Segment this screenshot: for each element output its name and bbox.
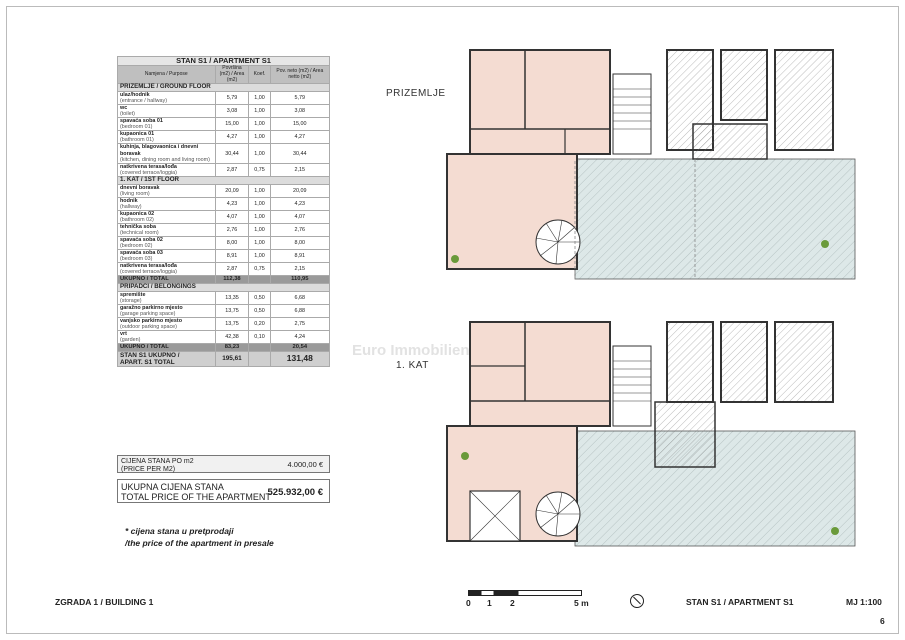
row-coef: 1,00 <box>249 92 270 105</box>
staircase <box>613 346 651 426</box>
row-gross: 8,00 <box>215 237 249 250</box>
apartment-s1-rooms <box>470 50 610 154</box>
row-coef: 1,00 <box>249 131 270 144</box>
room-unit <box>667 322 713 402</box>
row-name-en: (garden) <box>120 337 141 344</box>
storage-unit <box>775 50 833 150</box>
total-label: UKUPNO / TOTAL <box>118 344 216 351</box>
row-gross: 2,76 <box>215 223 249 236</box>
row-gross: 4,07 <box>215 210 249 223</box>
row-coef: 1,00 <box>249 144 270 163</box>
row-name-en: (toilet) <box>120 111 135 118</box>
row-gross: 4,23 <box>215 197 249 210</box>
row-coef: 0,50 <box>249 304 270 317</box>
plant-icon <box>821 240 829 248</box>
table-row <box>118 118 330 131</box>
scale-tick-label: 5 m <box>574 598 589 608</box>
row-net: 4,27 <box>270 131 329 144</box>
row-net: 4,07 <box>270 210 329 223</box>
total-price-value: 525.932,00 € <box>267 487 323 498</box>
watermark: Euro Immobilien <box>352 342 470 359</box>
ground-floor-label: PRIZEMLJE <box>386 88 446 99</box>
row-coef: 1,00 <box>249 105 270 118</box>
total-price-label-en: TOTAL PRICE OF THE APARTMENT <box>121 492 271 502</box>
row-name: kupaonica 02 <box>120 210 155 217</box>
row-net: 20,09 <box>270 184 329 197</box>
section-row <box>118 283 330 291</box>
row-gross: 4,27 <box>215 131 249 144</box>
row-name: garažno parkirno mjesto <box>120 304 183 311</box>
grand-total-row <box>118 351 330 366</box>
row-name-en: (bathroom 02) <box>120 216 154 223</box>
row-net: 15,00 <box>270 118 329 131</box>
table-header-row <box>118 66 330 84</box>
row-name: spremište <box>120 291 146 298</box>
section-label: PRIZEMLJE / GROUND FLOOR <box>118 84 330 92</box>
total-gross: 83,23 <box>215 344 249 351</box>
scale-tick-label: 2 <box>510 598 515 608</box>
row-name: wc <box>120 105 128 112</box>
row-gross: 30,44 <box>215 144 249 163</box>
row-gross: 13,75 <box>215 304 249 317</box>
plant-icon <box>451 255 459 263</box>
storage-unit <box>721 50 767 120</box>
row-name-en: (hallway) <box>120 203 142 210</box>
row-net: 4,24 <box>270 331 329 344</box>
staircase <box>613 74 651 154</box>
row-coef: 1,00 <box>249 223 270 236</box>
scale-tick-label: 1 <box>487 598 492 608</box>
row-net: 4,23 <box>270 197 329 210</box>
total-net: 20,54 <box>270 344 329 351</box>
row-name-en: (bedroom 01) <box>120 124 153 131</box>
row-net: 8,91 <box>270 250 329 263</box>
row-net: 2,76 <box>270 223 329 236</box>
row-name: spavaća soba 02 <box>120 237 163 244</box>
row-name: vrt <box>120 331 127 338</box>
row-coef: 0,75 <box>249 163 270 176</box>
table-row <box>118 163 330 176</box>
row-coef: 1,00 <box>249 210 270 223</box>
scale-label: MJ 1:100 <box>846 597 882 607</box>
row-name: natkrivena terasa/lođa <box>120 163 177 170</box>
row-coef: 0,20 <box>249 317 270 330</box>
row-name: tehnička soba <box>120 223 156 230</box>
page-number: 6 <box>880 616 885 626</box>
row-name: spavaća soba 03 <box>120 250 163 257</box>
table-row <box>118 223 330 236</box>
row-net: 2,75 <box>270 317 329 330</box>
row-coef: 0,75 <box>249 263 270 276</box>
row-net: 2,15 <box>270 163 329 176</box>
first-floor-plan <box>425 306 865 550</box>
row-name: vanjsko parkirno mjesto <box>120 317 183 324</box>
terrace-hatch <box>575 159 855 279</box>
total-price-box <box>117 479 330 503</box>
north-arrow-icon <box>630 594 644 608</box>
row-name-en: (garage parking space) <box>120 310 176 317</box>
row-gross: 13,75 <box>215 317 249 330</box>
row-name-en: (bedroom 03) <box>120 256 153 263</box>
row-gross: 42,38 <box>215 331 249 344</box>
price-per-m2-label-en: (PRICE PER M2) <box>121 465 176 473</box>
row-gross: 8,91 <box>215 250 249 263</box>
row-net: 3,08 <box>270 105 329 118</box>
row-coef: 0,50 <box>249 291 270 304</box>
table-title: STAN S1 / APARTMENT S1 <box>118 57 330 66</box>
row-name-en: (living room) <box>120 190 150 197</box>
ground-floor-plan <box>425 34 865 282</box>
table-row <box>118 331 330 344</box>
row-name-en: (kitchen, dining room and living room) <box>120 156 210 163</box>
row-net: 8,00 <box>270 237 329 250</box>
grand-total-net: 131,48 <box>270 351 329 366</box>
row-net: 6,68 <box>270 291 329 304</box>
table-row <box>118 105 330 118</box>
row-coef: 1,00 <box>249 118 270 131</box>
row-name-en: (covered terrace/loggia) <box>120 169 177 176</box>
table-row <box>118 184 330 197</box>
row-name-en: (bedroom 02) <box>120 243 153 250</box>
table-row <box>118 304 330 317</box>
area-table <box>117 56 330 367</box>
plant-icon <box>461 452 469 460</box>
row-gross: 15,00 <box>215 118 249 131</box>
row-name: hodnik <box>120 197 138 204</box>
row-name-en: (covered terrace/loggia) <box>120 269 177 276</box>
row-name-en: (technical room) <box>120 229 159 236</box>
scale-tick-label: 0 <box>466 598 471 608</box>
total-row <box>118 344 330 351</box>
room-unit <box>775 322 833 402</box>
apartment-s1-rooms <box>470 322 610 426</box>
row-name: kuhinja, blagovaonica i dnevni boravak <box>120 144 199 157</box>
row-name-en: (entrance / hallway) <box>120 98 168 105</box>
grand-total-label-en: APART. S1 TOTAL <box>120 358 175 366</box>
presale-note-en: /the price of the apartment in presale <box>125 538 274 548</box>
grand-total-gross: 195,61 <box>215 351 249 366</box>
row-net: 30,44 <box>270 144 329 163</box>
section-row <box>118 176 330 184</box>
row-name: dnevni boravak <box>120 184 160 191</box>
corridor <box>655 402 715 467</box>
row-gross: 20,09 <box>215 184 249 197</box>
total-gross: 112,38 <box>215 276 249 283</box>
col-net: Pov. neto (m2) / Area netto (m2) <box>270 66 329 84</box>
building-label: ZGRADA 1 / BUILDING 1 <box>55 597 154 607</box>
row-name: kupaonica 01 <box>120 131 155 138</box>
row-name-en: (bathroom 01) <box>120 137 154 144</box>
total-net: 110,95 <box>270 276 329 283</box>
col-coef: Koef. <box>249 66 270 84</box>
total-label: UKUPNO / TOTAL <box>118 276 216 283</box>
row-coef: 1,00 <box>249 237 270 250</box>
table-row <box>118 131 330 144</box>
row-name: spavaća soba 01 <box>120 118 163 125</box>
row-name-en: (storage) <box>120 297 142 304</box>
row-coef: 1,00 <box>249 197 270 210</box>
row-gross: 2,87 <box>215 263 249 276</box>
table-row <box>118 263 330 276</box>
row-gross: 13,35 <box>215 291 249 304</box>
price-per-m2-label: CIJENA STANA PO m2 <box>121 458 194 465</box>
row-name-en: (outdoor parking space) <box>120 323 177 330</box>
table-row <box>118 92 330 105</box>
first-floor-label: 1. KAT <box>396 360 429 371</box>
plant-icon <box>831 527 839 535</box>
table-row <box>118 144 330 163</box>
table-row <box>118 250 330 263</box>
apartment-label: STAN S1 / APARTMENT S1 <box>686 597 794 607</box>
row-net: 2,15 <box>270 263 329 276</box>
row-net: 5,79 <box>270 92 329 105</box>
table-row <box>118 317 330 330</box>
section-label: PRIPADCI / BELONGINGS <box>118 283 330 291</box>
grand-total-label: STAN S1 UKUPNO / <box>120 351 180 359</box>
table-row <box>118 210 330 223</box>
section-label: 1. KAT / 1ST FLOOR <box>118 176 330 184</box>
row-net: 6,88 <box>270 304 329 317</box>
table-row <box>118 197 330 210</box>
row-name: natkrivena terasa/lođa <box>120 263 177 270</box>
presale-note: * cijena stana u pretprodaji <box>125 526 234 536</box>
area-table-body <box>118 57 330 367</box>
scale-bar <box>468 590 582 596</box>
row-gross: 2,87 <box>215 163 249 176</box>
room-unit <box>721 322 767 402</box>
section-row <box>118 84 330 92</box>
corridor <box>693 124 767 159</box>
row-coef: 1,00 <box>249 250 270 263</box>
row-coef: 1,00 <box>249 184 270 197</box>
row-name: ulaz/hodnik <box>120 92 150 99</box>
table-row <box>118 237 330 250</box>
table-row <box>118 291 330 304</box>
row-gross: 5,79 <box>215 92 249 105</box>
row-coef: 0,10 <box>249 331 270 344</box>
price-per-m2-value: 4.000,00 € <box>287 460 323 469</box>
col-purpose: Namjena / Purpose <box>118 66 216 84</box>
price-per-m2-box <box>117 455 330 473</box>
col-area: Površina (m2) / Area (m2) <box>215 66 249 84</box>
row-gross: 3,08 <box>215 105 249 118</box>
total-price-label: UKUPNA CIJENA STANA <box>121 482 224 492</box>
